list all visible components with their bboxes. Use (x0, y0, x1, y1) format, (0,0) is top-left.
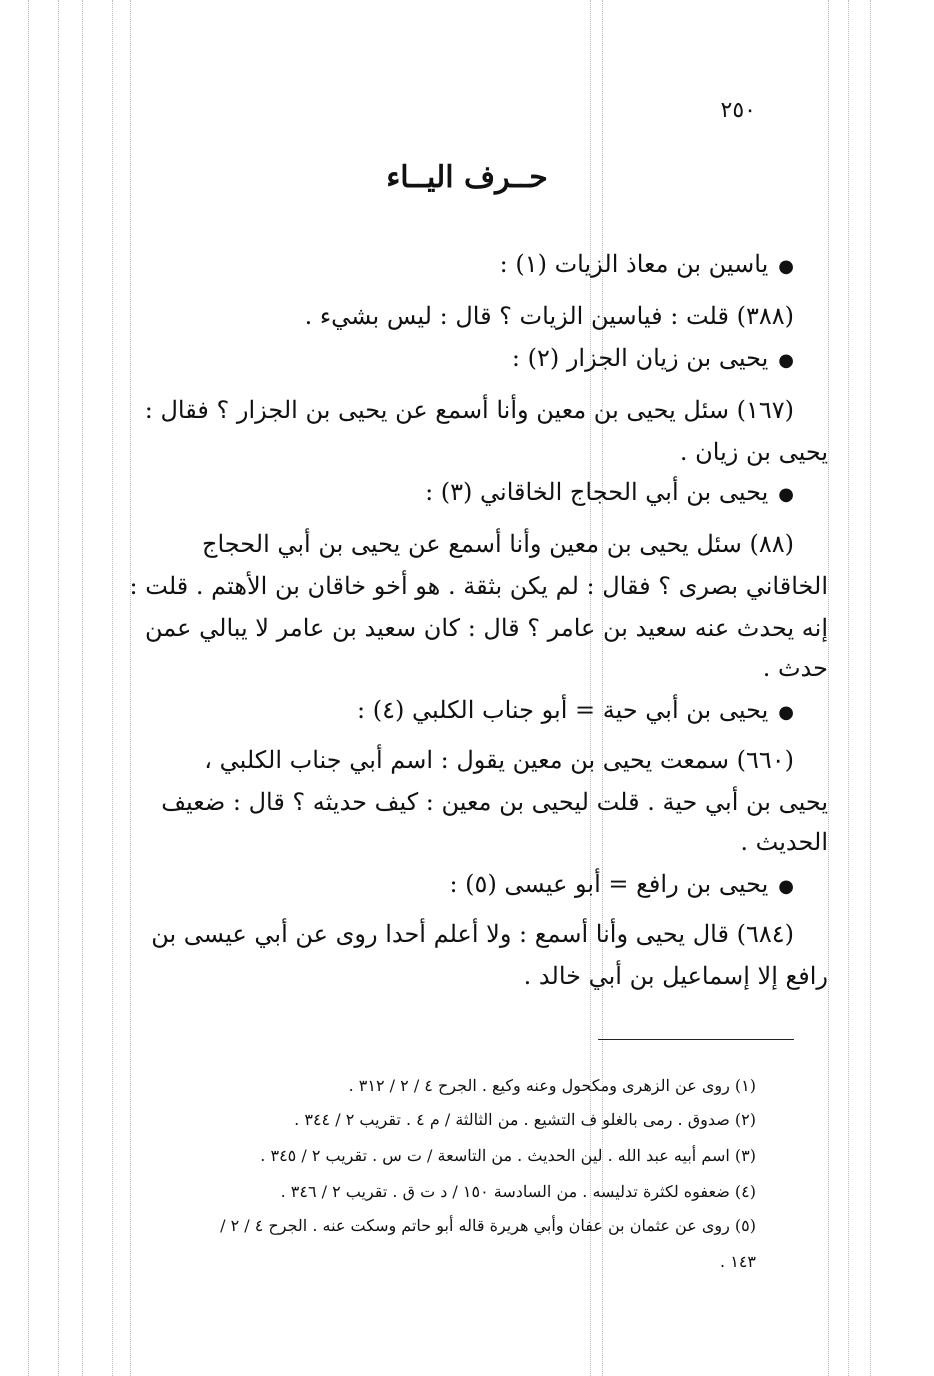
page-number: ٢٥٠ (720, 98, 756, 123)
narrator-heading (449, 870, 794, 898)
bullet-icon: ● (778, 702, 794, 723)
footnote: (٢) صدوق . رمى بالغلو ف التشيع . من الثالثة / م ٤ . تقريب ٢ / ٣٤٤ . (294, 1110, 756, 1129)
paragraph-line: (٨٨) سئل يحيى بن معين وأنا أسمع عن يحيى بن أبي الحجاج (201, 530, 794, 558)
paragraph-line: (١٦٧) سئل يحيى بن معين وأنا أسمع عن يحيى بن الجزار ؟ فقال : (144, 396, 794, 424)
footnote: (٤) ضعفوه لكثرة تدليسه . من السادسة ١٥٠ / د ت ق . تقريب ٢ / ٣٤٦ . (280, 1182, 756, 1201)
footnote-separator (598, 1039, 794, 1040)
narrator-heading (500, 250, 794, 278)
paragraph-line: إنه يحدث عنه سعيد بن عامر ؟ قال : كان سعيد بن عامر لا يبالي عمن (145, 614, 828, 642)
paragraph-line: يحيى بن زيان . (679, 438, 828, 466)
paragraph-line: رافع إلا إسماعيل بن أبي خالد . (523, 962, 828, 990)
paragraph-line: (٦٦٠) سمعت يحيى بن معين يقول : اسم أبي جناب الكلبي ، (204, 746, 794, 774)
narrator-heading (425, 478, 794, 506)
paragraph-line: (٦٨٤) قال يحيى وأنا أسمع : ولا أعلم أحدا روى عن أبي عيسى بن (151, 920, 794, 948)
bullet-icon: ● (778, 876, 794, 897)
paragraph-line: يحيى بن أبي حية . قلت ليحيى بن معين : كيف حديثه ؟ قال : ضعيف (161, 788, 828, 816)
narrator-name: يحيى بن أبي حية = أبو جناب الكلبي (٤) : (356, 696, 769, 724)
paragraph-line: حدث . (762, 654, 828, 682)
narrator-name: يحيى بن زيان الجزار (٢) : (511, 344, 769, 372)
bullet-icon: ● (778, 256, 794, 277)
bullet-icon: ● (778, 484, 794, 505)
narrator-heading (512, 344, 794, 372)
paragraph-line: (٣٨٨) قلت : فياسين الزيات ؟ قال : ليس بشيء . (304, 302, 794, 330)
narrator-name: يحيى بن رافع = أبو عيسى (٥) : (449, 870, 769, 898)
paragraph-line: الخاقاني بصرى ؟ فقال : لم يكن بثقة . هو أخو خاقان بن الأهتم . قلت : (129, 572, 828, 600)
footnote: (٣) اسم أبيه عبد الله . لين الحديث . من التاسعة / ت س . تقريب ٢ / ٣٤٥ . (260, 1146, 756, 1165)
footnote: ١٤٣ . (720, 1252, 756, 1271)
footnote: (٥) روى عن عثمان بن عفان وأبي هريرة قاله أبو حاتم وسكت عنه . الجرح ٤ / ٢ / (220, 1216, 756, 1235)
chapter-title: حــرف اليــاء (386, 160, 548, 195)
footnote: (١) روى عن الزهرى ومكحول وعنه وكيع . الجرح ٤ / ٢ / ٣١٢ . (348, 1076, 756, 1095)
bullet-icon: ● (778, 350, 794, 371)
narrator-name: يحيى بن أبي الحجاج الخاقاني (٣) : (425, 478, 769, 506)
paragraph-line: الحديث . (740, 828, 828, 856)
narrator-heading (357, 696, 794, 724)
narrator-name: ياسين بن معاذ الزيات (١) : (499, 250, 769, 278)
